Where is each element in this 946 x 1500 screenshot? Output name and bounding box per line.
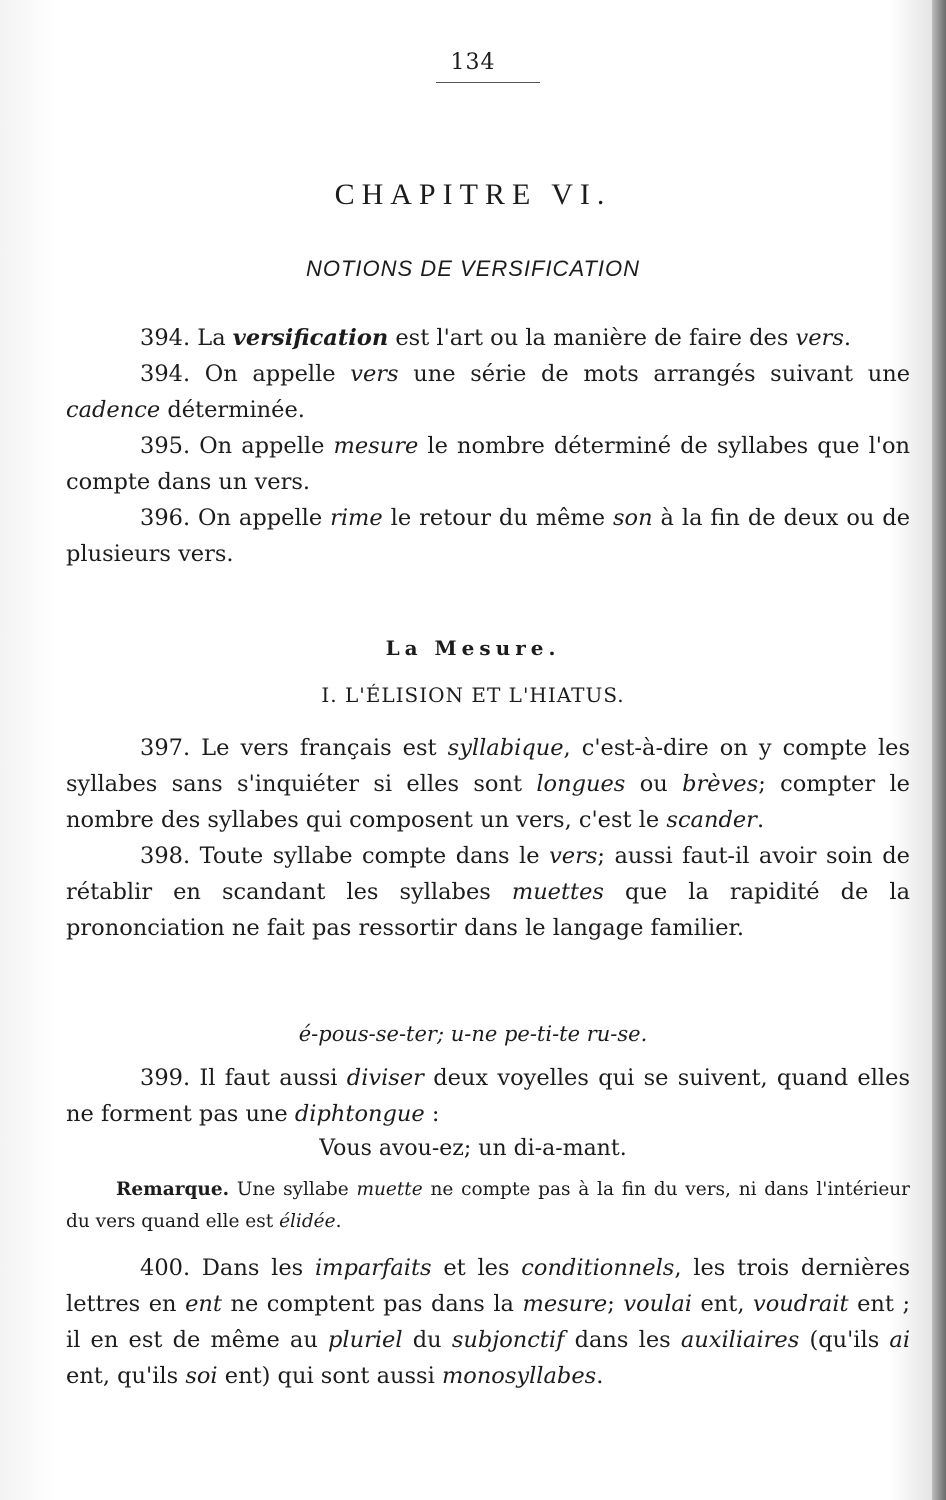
chapter-title: CHAPITRE VI.: [334, 178, 612, 211]
paragraph-394b: 394. On appelle vers une série de mots arrangés suivant une cadence déterminée.: [66, 361, 911, 423]
section-title: La Mesure.: [385, 636, 561, 660]
paragraph-395: 395. On appelle mesure le nombre déterminé de syllabes que l'on compte dans un vers.: [66, 433, 911, 495]
paragraph-400: 400. Dans les imparfaits et les conditionnels, les trois dernières lettres en ent ne comptent pas dans la mesure; voulai ent, voudrait ent ; il en est de même au pluriel du subjonctif dans les auxiliaires (qu'ils ai ent, qu'ils soi ent) qui sont aussi monosyllabes.: [66, 1255, 911, 1389]
example-scansion: é-pous-se-ter; u-ne pe-ti-te ru-se.: [298, 1022, 648, 1046]
remark-note: Remarque. Une syllabe muette ne compte pas à la fin du vers, ni dans l'intérieur du vers quand elle est élidée.: [66, 1179, 911, 1232]
definitions-block: [66, 320, 910, 572]
example-hiatus: Vous avou-ez; un di-a-mant.: [319, 1136, 627, 1161]
page-edge-shadow: [932, 0, 946, 1500]
chapter-subtitle: NOTIONS DE VERSIFICATION: [305, 256, 641, 281]
page-number-rule: [436, 82, 540, 83]
paragraph-396: 396. On appelle rime le retour du même son à la fin de deux ou de plusieurs vers.: [66, 505, 911, 567]
paragraph-398: 398. Toute syllabe compte dans le vers; aussi faut-il avoir soin de rétablir en scandant les syllabes muettes que la rapidité de la prononciation ne fait pas ressortir dans le langage familier.: [66, 843, 911, 941]
mesure-block: [66, 730, 910, 946]
paragraph-400-block: [66, 1250, 910, 1394]
paragraph-399: 399. Il faut aussi diviser deux voyelles qui se suivent, quand elles ne forment pas une diphtongue :: [66, 1065, 910, 1127]
paragraph-399-block: [66, 1060, 910, 1132]
paragraph-397: 397. Le vers français est syllabique, c'est-à-dire on y compte les syllabes sans s'inquiéter si elles sont longues ou brèves; compter le nombre des syllabes qui composent un vers, c'est le scander.: [66, 735, 910, 833]
paragraph-394a: 394. La versification est l'art ou la manière de faire des vers.: [140, 325, 852, 351]
page-number: 134: [450, 50, 496, 75]
subsection-title: I. L'ÉLISION ET L'HIATUS.: [321, 683, 625, 707]
